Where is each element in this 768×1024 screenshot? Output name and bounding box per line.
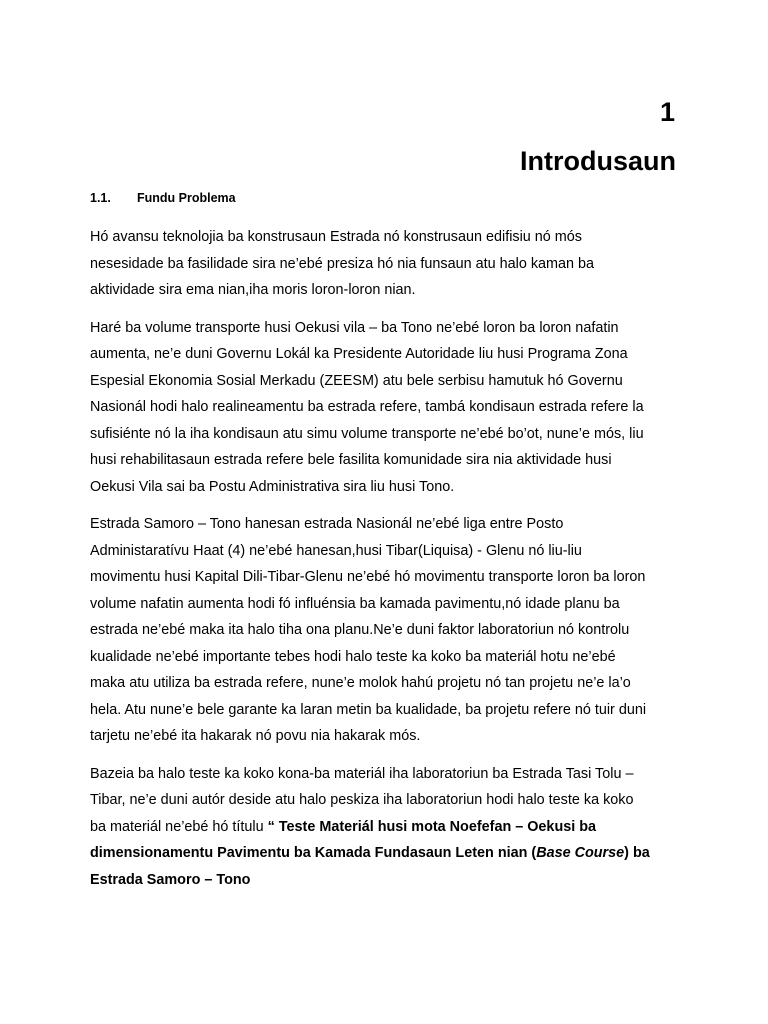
paragraph-line: Nasionál hodi halo realineamentu ba estrada refere, tambá kondisaun estrada refere la [90,399,644,415]
section-number: 1.1. [90,191,111,205]
paragraph-line: husi rehabilitasaun estrada refere bele fasilita komunidade sira nia aktividade husi [90,452,612,468]
paragraph-line: sufisiénte nó la iha kondisaun atu simu volume transporte ne’ebé bo’ot, nune’e mós, liu [90,425,644,442]
section-heading [90,189,236,207]
paragraph-line: volume nafatin aumenta hodi fó influénsia ba kamada pavimentu,nó idade planu ba [90,595,620,612]
paragraph-line: Espesial Ekonomia Sosial Merkadu (ZEESM) atu bele serbisu hamutuk hó Governu [90,372,623,389]
chapter-title: Introdusaun [520,146,676,176]
paragraph-line: kualidade ne’ebé importante tebes hodi halo teste ka koko ba materiál hotu ne’ebé [90,648,616,665]
paragraph-line: movimentu husi Kapital Dili-Tibar-Glenu ne’ebé hó movimentu transporte loron ba loron [90,569,646,585]
paragraph-line [90,814,685,841]
paragraph-line: hela. Atu nune’e bele garante ka laran metin ba kualidade, ba projetu refere nó tuir duni [90,701,647,718]
thesis-title-start: “ Teste Materiál husi mota Noefefan – Oekusi ba [267,818,597,835]
thesis-title-line [90,840,685,867]
paragraph-line: nesesidade ba fasilidade sira ne’ebé presiza hó nia funsaun atu halo kaman ba [90,255,595,272]
paragraph-line: estrada ne’ebé maka ita halo tiha ona planu.Ne’e duni faktor laboratoriun nó kontrolu [90,622,630,638]
paragraph-1 [90,224,685,304]
paragraph-2 [90,315,685,501]
section-title: Fundu Problema [137,191,236,205]
paragraph-line: Bazeia ba halo teste ka koko kona-ba materiál iha laboratoriun ba Estrada Tasi Tolu – [90,765,634,782]
paragraph-line: Administaratívu Haat (4) ne’ebé hanesan,husi Tibar(Liquisa) - Glenu nó liu-liu [90,542,582,559]
thesis-title-text: ) ba [624,845,650,861]
thesis-title-italic: Base Course [536,845,625,861]
paragraph-line: Oekusi Vila sai ba Postu Administrativa sira liu husi Tono. [90,478,455,495]
thesis-title-text: dimensionamentu Pavimentu ba Kamada Fundasaun Leten nian ( [90,845,537,861]
thesis-title-end: Estrada Samoro – Tono [90,871,251,888]
paragraph-line: tarjetu ne’ebé ita hakarak nó povu nia hakarak mós. [90,728,421,744]
paragraph-line: aumenta, ne’e duni Governu Lokál ka Presidente Autoridade liu husi Programa Zona [90,346,628,362]
paragraph-line: aktividade sira ema nian,iha moris loron-loron nian. [90,282,416,298]
paragraph-4 [90,761,685,894]
paragraph-line: Tibar, ne’e duni autór deside atu halo peskiza iha laboratoriun hodi halo teste ka koko [90,792,634,808]
paragraph-line: maka atu utiliza ba estrada refere, nune’e molok hahú projetu nó tan projetu ne’e la’o [90,675,631,691]
paragraph-line: Hó avansu teknolojia ba konstrusaun Estrada nó konstrusaun edifisiu nó mós [90,229,582,245]
paragraph-line: Estrada Samoro – Tono hanesan estrada Nasionál ne’ebé liga entre Posto [90,516,564,532]
body-text [90,224,685,904]
paragraph-text: ba materiál ne’ebé hó títulu [90,818,268,835]
paragraph-line: Haré ba volume transporte husi Oekusi vila – ba Tono ne’ebé loron ba loron nafatin [90,319,619,336]
paragraph-3 [90,511,685,750]
chapter-number: 1 [659,97,675,127]
